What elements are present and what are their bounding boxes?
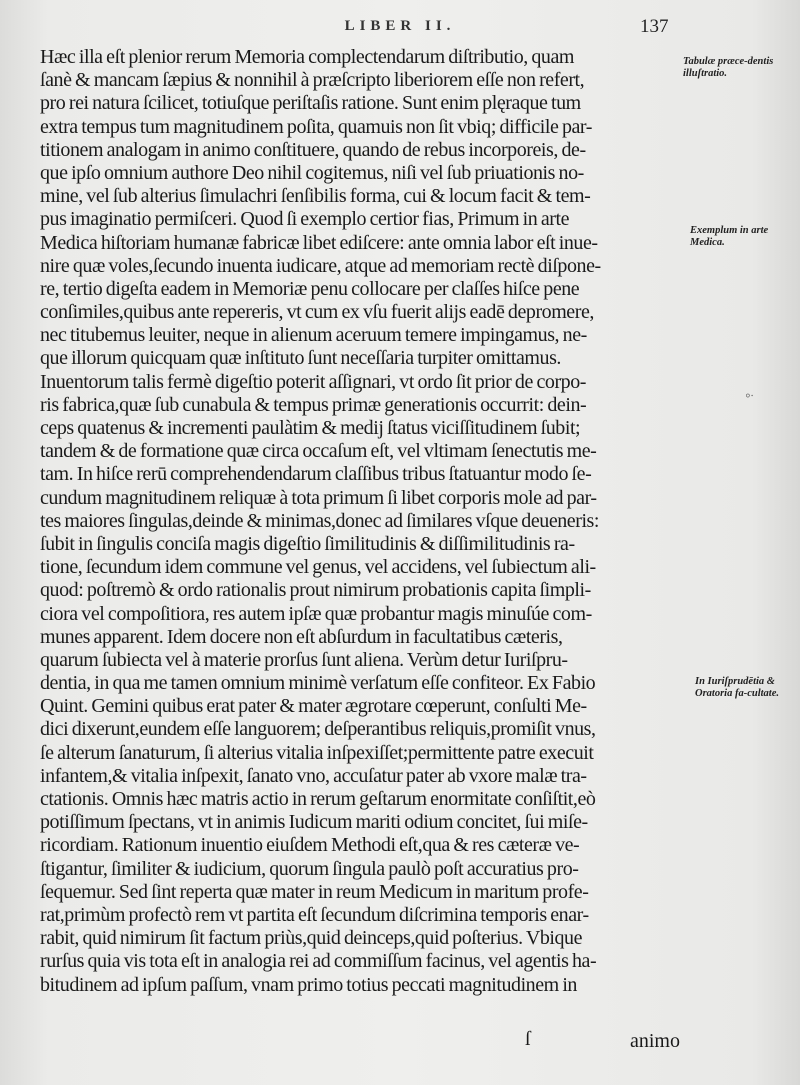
text-line: Medica hiſtoriam humanæ fabricæ libet ediſcere: ante omnia labor eſt inue- bbox=[40, 231, 598, 254]
text-line: potiſſimum ſpectans, vt in animis Iudicum mariti odium concitet, ſui miſe- bbox=[40, 811, 588, 834]
text-line: tandem & de formatione quæ circa occaſum eſt, vel vltimam ſenectutis me- bbox=[40, 440, 597, 463]
text-line: pus imaginatio permiſceri. Quod ſi exemplo certior fias, Primum in arte bbox=[40, 208, 570, 231]
text-line: quarum ſubiecta vel à materie prorſus ſunt aliena. Verùm detur Iuriſpru- bbox=[40, 648, 568, 671]
text-line: ſequemur. Sed ſint reperta quæ mater in reum Medicum in maritum profe- bbox=[40, 880, 589, 903]
text-line: ſe alterum ſanaturum, ſi alterius vitalia inſpexiſſet;permittente patre execuit bbox=[40, 741, 594, 764]
text-line: rat,primùm profectò rem vt partita eſt ſecundum diſcrimina temporis enar- bbox=[40, 903, 589, 926]
text-line: Inuentorum talis fermè digeſtio poterit aſſignari, vt ordo ſit prior de corpo- bbox=[40, 370, 586, 393]
text-line bbox=[40, 997, 680, 1020]
text-line: ctationis. Omnis hæc matris actio in rerum geſtarum enormitate conſiſtit,eò bbox=[40, 788, 596, 810]
text-line: mine, vel ſub alterius ſimulachri ſenſibilis forma, cui & locum facit & tem- bbox=[40, 185, 591, 208]
text-line: rurſus quia vis tota eſt in analogia rei ad commiſſum facinus, vel agentis ha- bbox=[40, 950, 597, 973]
text-line: Hæc illa eſt plenior rerum Memoria complectendarum diſtributio, quam bbox=[40, 46, 575, 68]
text-line: que ipſo omnium authore Deo nihil cogitemus, niſi vel ſub priuationis no- bbox=[40, 161, 584, 184]
margin-note-exemplum: Exemplum in arte Medica. bbox=[690, 225, 769, 248]
text-line: Quint. Gemini quibus erat pater & mater ægrotare cœperunt, conſulti Me- bbox=[40, 695, 587, 718]
margin-note-tabulae: Tabulæ præce-dentis illuſtratio. bbox=[683, 56, 774, 79]
text-line: bitudinem ad ipſum paſſum, vnam primo totius peccati magnitudinem in bbox=[40, 973, 577, 996]
running-head: LIBER II. bbox=[344, 18, 456, 34]
text-line: quod: poſtremò & ordo rationalis prout nimirum probationis capita ſimpli- bbox=[40, 579, 591, 602]
text-line: rabit, quid nimirum ſit factum priùs,quid deinceps,quid poſterius. Vbique bbox=[40, 927, 583, 950]
text-line: munes apparent. Idem docere non eſt abſurdum in facultatibus cæteris, bbox=[40, 625, 563, 648]
text-line: que illorum quicquam quæ inſtituto ſunt neceſſaria turpiter omittamus. bbox=[40, 347, 561, 370]
text-line: ſtigantur, ſimiliter & iudicium, quorum ſingula paulò poſt accuratius pro- bbox=[40, 857, 579, 880]
text-line: ciora vel compoſitiora, res autem ipſæ quæ probantur magis minuſúe com- bbox=[40, 602, 592, 625]
body-text bbox=[40, 46, 680, 1020]
margin-note-iurisprudentia: In Iuriſprudētia & Oratoria fa-cultate. bbox=[695, 676, 779, 699]
text-line: ricordiam. Rationum inuentio eiuſdem Methodi eſt,qua & res cæteræ ve- bbox=[40, 834, 580, 857]
text-line: ſanè & mancam ſæpius & nonnihil à præſcripto liberiorem eſſe non refert, bbox=[40, 69, 585, 92]
text-line: tes maiores ſingulas,deinde & minimas,donec ad ſimilares vſque deueneris: bbox=[40, 509, 599, 532]
text-line: tam. In hiſce rerū comprehendendarum claſſibus tribus ſtatuantur modo ſe- bbox=[40, 463, 592, 486]
text-line: titionem analogam in animo conſtituere, quando de rebus incorporeis, de- bbox=[40, 138, 586, 161]
text-line: infantem,& vitalia inſpexit, ſanato vno, accuſatur pater ab vxore malæ tra- bbox=[40, 764, 587, 787]
text-line: conſimiles,quibus ante repereris, vt cum ex vſu fuerit alijs eadē depromere, bbox=[40, 301, 594, 324]
text-line: dentia, in qua me tamen omnium minimè verſatum eſſe confiteor. Ex Fabio bbox=[40, 672, 596, 695]
text-line: nec titubemus leuiter, neque in alienum aceruum temere impingamus, ne- bbox=[40, 324, 587, 347]
text-line: nire quæ voles,ſecundo inuenta iudicare, atque ad memoriam rectè diſpone- bbox=[40, 254, 601, 277]
page-number: 137 bbox=[640, 16, 669, 37]
text-line: cundum magnitudinem reliquæ à tota primum ſi libet corporis mole ad par- bbox=[40, 486, 597, 509]
text-line: ceps quatenus & incrementi paulàtim & medij ſtatus viciſſitudinem ſubit; bbox=[40, 417, 581, 439]
text-line: pro rei natura ſcilicet, totiuſque periſtaſis ratione. Sunt enim plęraque tum bbox=[40, 92, 581, 115]
stray-mark: ⸰⸱ bbox=[745, 391, 754, 402]
signature-mark: ſ bbox=[525, 1028, 531, 1050]
text-line: dici dixerunt,eundem eſſe languorem; deſperantibus reliquis,promiſit vnus, bbox=[40, 718, 596, 741]
text-line: ris fabrica,quæ ſub cunabula & tempus primæ generationis occurrit: dein- bbox=[40, 393, 587, 416]
text-line: extra tempus tum magnitudinem poſita, quamuis non ſit vbiq; difficile par- bbox=[40, 115, 592, 138]
text-line: ſubit in ſingulis conciſa magis digeſtio ſimilitudinis & diſſimilitudinis ra- bbox=[40, 532, 575, 555]
text-line: tione, ſecundum idem commune vel genus, vel accidens, vel ſubiectum ali- bbox=[40, 556, 596, 579]
catchword: animo bbox=[630, 1030, 680, 1052]
text-line: re, tertio digeſta eadem in Memoriæ penu collocare per claſſes hiſce pene bbox=[40, 277, 580, 300]
